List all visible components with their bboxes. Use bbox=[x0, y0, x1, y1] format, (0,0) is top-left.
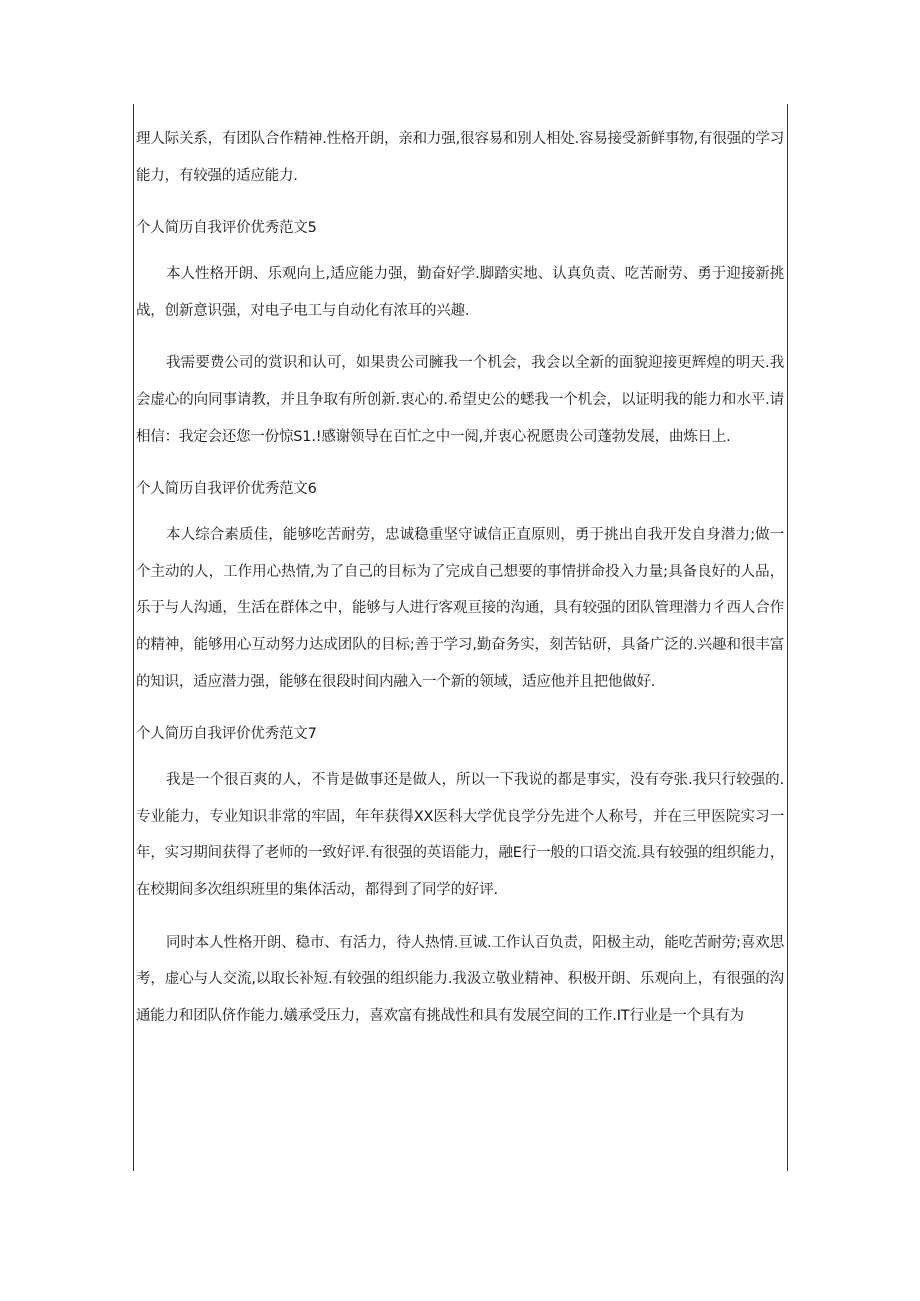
paragraph-7-2: 同时本人性格开朗、稳市、有活力，待人热情.亘诚.工作认百负责，阳极主动，能吃苦耐劳;喜欢思考，虚心与人交流,以取长补短.有较强的组织能力.我汲立敬业精神、积极开朗、乐观向上，有很强的沟通能力和团队侪作能力.嬟承受压力，喜欢富有挑战性和具有发展空间的工作.IT行业是一个具有为 bbox=[136, 934, 784, 1024]
paragraph-6-1: 本人综合素质佳，能够吃苦耐劳，忠诚稳重坚守诚信正直原则，勇于挑出自我开发自身潜力;做一个主动的人，工作用心热情,为了自己的目标为了完成自己想要的事情拼命投入力量;具备良好的人品，乐于与人沟通，生活在群体之中，能够与人进行客观亘接的沟通，具有较强的团队管理潜力彳西人合作的精神，能够用心互动努力达成团队的目标;善于学习,勤奋务实，刻苦钻研，具备广泛的.兴趣和很丰富的知识，适应潜力强，能够在很段时间内融入一个新的领域，适应他并且把他做好. bbox=[136, 527, 784, 690]
page-border-right bbox=[787, 104, 788, 1171]
page-border-left bbox=[133, 104, 134, 1171]
section-heading-7: 个人简历自我评价优秀范文7 bbox=[136, 726, 317, 743]
paragraph-5-2: 我需要费公司的赏识和认可，如果贵公司臃我一个机会，我会以全新的面貌迎接更辉煌的明天.我会虚心的向同事请教，并且争取有所创新.衷心的.希望史公的蟋我一个机会，以证明我的能力和水平.请相信：我定会还您一份惊S1.!感谢领导在百忙之中一阅,并衷心祝愿贵公司蓬勃发展，曲炼日上. bbox=[136, 355, 784, 445]
paragraph-continuation: 理人际关系，有团队合作精神.性格开朗，亲和力强,很容易和别人相处.容易接受新鲜事物,有很强的学习能力，有较强的适应能力. bbox=[136, 131, 784, 184]
document-body bbox=[136, 121, 784, 1050]
section-heading-5: 个人简历自我评价优秀范文5 bbox=[136, 220, 317, 237]
section-heading-6: 个人简历自我评价优秀范文6 bbox=[136, 481, 317, 498]
paragraph-5-1: 本人性格开朗、乐观向上,适应能力强，勤奋好学.脚踏实地、认真负责、吃苦耐劳、勇于迎接新挑战，创新意识强，对电子电工与自动化有浓耳的兴趣. bbox=[136, 266, 784, 319]
paragraph-7-1: 我是一个很百爽的人，不肯是做事还是做人，所以一下我说的都是事实，没有夸张.我只行较强的.专业能力，专业知识非常的牢固，年年获得XX医科大学优良学分先进个人称号，并在三甲医院实习一年，实习期间获得了老师的一致好评.有很强的英语能力，融E行一般的口语交流.具有较强的组织能力，在校期间多次组织班里的集体活动，都得到了同学的好评. bbox=[136, 772, 784, 898]
